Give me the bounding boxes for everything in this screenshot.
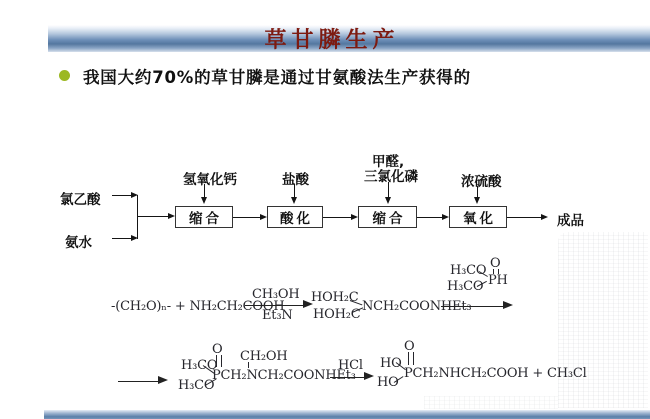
title-bar (48, 25, 650, 52)
bullet-icon (59, 70, 70, 81)
watermark-pattern (558, 232, 648, 408)
eq1-product-bottom: HOH₂C (313, 307, 361, 322)
flow-reagent-arrow-1 (204, 184, 205, 197)
flow-box-4: 氧化 (449, 206, 507, 228)
eq2-right-top: HO (380, 356, 402, 371)
flow-output: 成品 (557, 213, 584, 229)
flow-input-arrow-1 (112, 195, 131, 196)
eq1-arrow-2 (441, 306, 503, 307)
eq2-right-bottom: HO (377, 375, 399, 390)
eq2-n-bond (248, 362, 249, 368)
flow-input-1: 氯乙酸 (60, 192, 101, 208)
flow-box-1: 缩合 (175, 206, 233, 228)
page-title: 草甘膦生产 (264, 28, 400, 53)
watermark-pattern-bottom (424, 396, 558, 409)
flow-reagent-arrow-4 (477, 186, 478, 197)
eq2-left-oxygen: O (212, 342, 223, 357)
flow-connector-2 (323, 217, 351, 218)
flow-reagent-arrow-2 (294, 184, 295, 197)
eq1-product-chain: NCH₂COONHEt₃ (362, 299, 472, 314)
eq2-product: PCH₂NHCH₂COOH + CH₃Cl (404, 366, 587, 381)
flow-connector-1 (233, 217, 260, 218)
eq1-arrow-1 (245, 305, 303, 306)
flow-output-arrow (507, 217, 541, 218)
bottom-bar (44, 410, 650, 419)
bullet-text: 我国大约70%的草甘膦是通过甘氨酸法生产获得的 (83, 68, 471, 87)
flow-reagent-3-line2: 三氯化磷 (364, 169, 418, 185)
eq1-product-top: HOH₂C (311, 290, 359, 305)
flow-merge-line (137, 195, 138, 239)
eq2-hcl-arrow (330, 377, 364, 378)
eq1-reagent-top: H₃CO (450, 263, 487, 278)
eq2-right-oxygen: O (404, 339, 415, 354)
eq1-lhs: -(CH₂O)ₙ- + NH₂CH₂COOH (111, 299, 285, 314)
flow-input-arrow-2 (112, 238, 131, 239)
flow-reagent-1: 氢氧化钙 (183, 172, 237, 188)
flow-feed-arrow (138, 216, 168, 217)
eq2-chain: PCH₂NCH₂COONHEt₃ (212, 368, 356, 383)
flow-input-2: 氨水 (65, 235, 92, 251)
eq2-n-substituent: CH₂OH (240, 349, 288, 364)
eq1-arrow-label-bottom: Et₃N (262, 308, 293, 323)
eq1-reagent-bottom: H₃CO (447, 279, 484, 294)
eq2-lead-arrow (118, 381, 158, 382)
eq1-reagent-oxygen: O (490, 256, 501, 271)
eq2-left-double-bond (216, 355, 222, 367)
flow-reagent-arrow-3 (388, 182, 389, 197)
flow-reagent-3-line1: 甲醛, (372, 154, 405, 170)
eq1-reagent-ph: PH (488, 273, 508, 288)
flow-reagent-4: 浓硫酸 (461, 174, 502, 190)
eq1-arrow-label-top: CH₃OH (252, 287, 300, 302)
eq2-left-top: H₃CO (181, 358, 218, 373)
eq2-right-double-bond (408, 352, 414, 365)
flow-connector-3 (417, 217, 442, 218)
eq2-arrow-label: HCl (338, 358, 363, 373)
flow-box-2: 酸化 (267, 206, 323, 228)
eq2-left-bottom: H₃CO (178, 378, 215, 393)
flow-box-3: 缩合 (358, 206, 417, 228)
flow-reagent-2: 盐酸 (282, 172, 309, 188)
